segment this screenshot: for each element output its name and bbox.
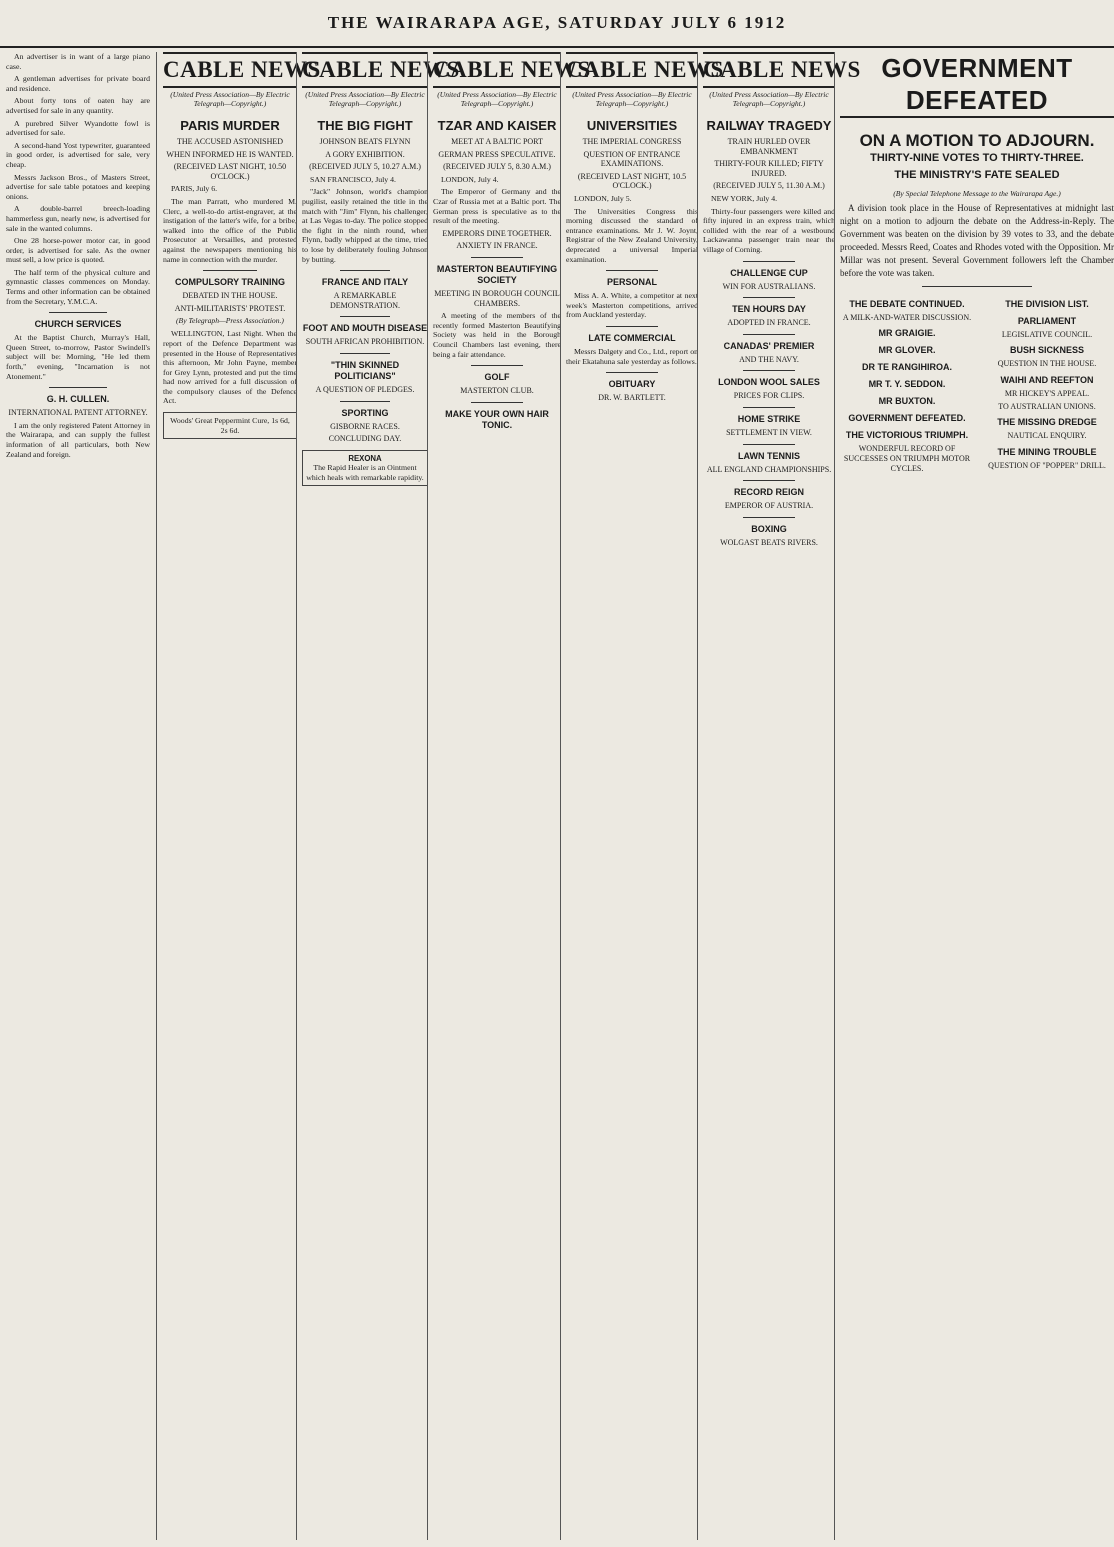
subheading: TRAIN HURLED OVER EMBANKMENT: [727, 137, 811, 156]
headline-canadas-premier: CANADAS' PREMIER: [723, 340, 815, 351]
ad-title: REXONA: [348, 453, 382, 463]
headline-debate-continued: THE DEBATE CONTINUED.: [849, 298, 965, 309]
subheading: ANTI-MILITARISTS' PROTEST.: [174, 303, 286, 313]
headline-wool-sales: LONDON WOOL SALES: [718, 377, 820, 388]
headline-late-commercial: LATE COMMERCIAL: [588, 332, 676, 343]
sub-columns: [840, 293, 1114, 476]
ad-item: A double-barrel breech-loading hammerless gun, nearly new, is advertised for sale in the wanted columns.: [6, 204, 150, 233]
cullen-text: I am the only registered Patent Attorney in the Wairarapa, and can supply the fullest information of all particulars, both New Zealand and foreign.: [6, 420, 150, 459]
divider: [743, 261, 796, 262]
headline-division-list: THE DIVISION LIST.: [1005, 298, 1089, 309]
article-body: A meeting of the members of the recently formed Masterton Beautifying Society was held in the Borough Council Chambers last evening, there being a fair attendance.: [433, 311, 561, 359]
headline-compulsory-training: COMPULSORY TRAINING: [174, 277, 285, 288]
headline-hair-tonic: MAKE YOUR OWN HAIR TONIC.: [445, 408, 549, 430]
headline-universities: UNIVERSITIES: [586, 118, 678, 133]
cable-news-header: CABLE NEWS: [566, 52, 698, 88]
subheading: QUESTION IN THE HOUSE.: [997, 359, 1097, 369]
subheading: TO AUSTRALIAN UNIONS.: [998, 401, 1096, 411]
cullen-heading: G. H. CULLEN.: [46, 394, 110, 405]
received-line: (RECEIVED JULY 5, 8.30 A.M.): [443, 162, 551, 172]
advertisement: [163, 412, 297, 439]
dateline: PARIS, July 6.: [171, 184, 218, 194]
advertisement-rexona: [302, 450, 428, 487]
headline-tzar-kaiser: TZAR AND KAISER: [437, 118, 557, 133]
headline-france-italy: FRANCE AND ITALY: [321, 277, 409, 288]
cable-news-header: CABLE NEWS: [703, 52, 835, 88]
divider: [340, 353, 390, 354]
divider: [743, 407, 796, 408]
divider: [49, 387, 107, 388]
byline: (By Special Telephone Message to the Wairarapa Age.): [893, 188, 1061, 198]
subheadline: THE MINISTRY'S FATE SEALED: [894, 169, 1060, 182]
divider: [743, 444, 796, 445]
headline-waihi-reefton: WAIHI AND REEFTON: [1000, 374, 1094, 385]
subheading: ADOPTED IN FRANCE.: [727, 318, 811, 328]
headline-victorious-triumph: THE VICTORIOUS TRIUMPH.: [845, 430, 969, 441]
masthead-rule: [0, 46, 1114, 48]
press-credit: (United Press Association—By Electric Telegraph—Copyright.): [572, 90, 692, 108]
masthead: THE WAIRARAPA AGE, SATURDAY JULY 6 1912: [327, 13, 787, 32]
received-line: (RECEIVED JULY 5, 10.27 A.M.): [309, 162, 421, 172]
press-credit: (United Press Association—By Electric Telegraph—Copyright.): [170, 90, 290, 108]
headline-personal: PERSONAL: [606, 277, 657, 288]
dateline: NEW YORK, July 4.: [711, 193, 778, 203]
divider: [606, 270, 659, 271]
subheading: WIN FOR AUSTRALIANS.: [722, 281, 816, 291]
subheading: DR. W. BARTLETT.: [598, 393, 666, 403]
headline-home-strike: HOME STRIKE: [737, 413, 801, 424]
subheading: WOLGAST BEATS RIVERS.: [720, 537, 818, 547]
headline-obituary: OBITUARY: [608, 379, 656, 390]
headline-foot-mouth: FOOT AND MOUTH DISEASE: [302, 323, 428, 334]
subheading: THIRTY-FOUR KILLED; FIFTY INJURED.: [714, 159, 824, 178]
divider: [203, 270, 257, 271]
column-tzar-kaiser: [427, 52, 591, 1540]
church-services-heading: CHURCH SERVICES: [34, 319, 122, 330]
press-credit: (United Press Association—By Electric Telegraph—Copyright.): [709, 90, 829, 108]
subheading: SETTLEMENT IN VIEW.: [726, 427, 812, 437]
column-ads: [6, 52, 150, 1540]
headline-missing-dredge: THE MISSING DREDGE: [997, 417, 1097, 428]
dateline: SAN FRANCISCO, July 4.: [310, 174, 397, 184]
divider: [743, 334, 796, 335]
subheading: GERMAN PRESS SPECULATIVE.: [438, 149, 556, 159]
divider: [471, 402, 522, 403]
subheading: CONCLUDING DAY.: [328, 434, 402, 444]
press-credit: (United Press Association—By Electric Telegraph—Copyright.): [437, 90, 557, 108]
headline-ten-hours: TEN HOURS DAY: [732, 304, 806, 315]
article-body: The man Parratt, who murdered M. Clerc, a well-to-do artist-engraver, at the instigation of the latter's wife, for a bribe, walked into the office of the Public Prosecutor at Versailles, and protested against the newspapers mentioning his name in connection with the murder.: [163, 196, 297, 264]
lead-paragraph: A division took place in the House of Representatives at midnight last night on a motion to adjourn the debate on the Address-in-Reply. The Government was beaten on the division by 39 votes to 33, and the debate proceeded. Messrs Reed, Coates and Rhodes voted with the Opposition. Mr Millar was not present. Several Government followers left the Chamber before the vote was taken.: [840, 202, 1114, 278]
subheading: ANXIETY IN FRANCE.: [456, 241, 538, 251]
ad-item: An advertiser is in want of a large piano case.: [6, 52, 150, 71]
dateline: LONDON, July 4.: [441, 174, 499, 184]
article-body: The Emperor of Germany and the Czar of Russia met at a Baltic port. The German press is speculative as to the result of the meeting.: [433, 187, 561, 226]
subheadline: ON A MOTION TO ADJOURN.: [859, 131, 1095, 150]
headline-railway-tragedy: RAILWAY TRAGEDY: [706, 118, 832, 133]
subheading: MR HICKEY'S APPEAL.: [1004, 388, 1090, 398]
ad-item: About forty tons of oaten hay are advertised for sale in any quantity.: [6, 96, 150, 115]
subheadline: THIRTY-NINE VOTES TO THIRTY-THREE.: [870, 151, 1084, 164]
headline-big-fight: THE BIG FIGHT: [317, 118, 413, 133]
article-body: Thirty-four passengers were killed and fifty injured in an express train, which collided with the rear of a westbound Lackawanna passenger train near the village of Corning.: [703, 206, 835, 254]
headline-mr-glover: MR GLOVER.: [878, 345, 936, 356]
ad-text: Woods' Great Peppermint Cure, 1s 6d, 2s 6d.: [170, 416, 290, 435]
ad-item: The half term of the physical culture and gymnastic classes commences on Monday. Terms and other information can be obtained from the Secretary, Y.M.C.A.: [6, 267, 150, 306]
cable-news-header: CABLE NEWS: [433, 52, 561, 88]
article-body: "Jack" Johnson, world's champion pugilist, easily retained the title in the match with "Jim" Flynn, his challenger, at Las Vegas to-day. The police stopped the fight in the ninth round, when Flynn, badly whipped at the time, tried to lose by deliberately fouling Johnson by butting.: [302, 187, 428, 264]
ad-item: A gentleman advertises for private board and residence.: [6, 74, 150, 93]
byline: (By Telegraph—Press Association.): [176, 316, 284, 326]
ad-text: The Rapid Healer is an Ointment which heals with remarkable rapidity.: [306, 463, 424, 482]
subheading: AND THE NAVY.: [739, 354, 799, 364]
sub-column-left: [840, 293, 974, 476]
divider: [743, 297, 796, 298]
divider: [606, 372, 659, 373]
subheading: SOUTH AFRICAN PROHIBITION.: [305, 337, 425, 347]
dateline: LONDON, July 5.: [574, 193, 632, 203]
headline-paris-murder: PARIS MURDER: [180, 118, 280, 133]
subheading: ALL ENGLAND CHAMPIONSHIPS.: [706, 464, 832, 474]
sub-column-right: [980, 293, 1114, 476]
headline-thin-skinned: "THIN SKINNED POLITICIANS": [330, 359, 400, 381]
headline-bush-sickness: BUSH SICKNESS: [1009, 345, 1084, 356]
subheading: A QUESTION OF PLEDGES.: [315, 384, 415, 394]
subheading: LEGISLATIVE COUNCIL.: [1001, 329, 1093, 339]
article-body: WELLINGTON, Last Night. When the report of the Defence Department was presented in the House of Representatives this afternoon, Mr John Payne, member for Grey Lynn, protested and put the time had now arrived for a full discussion of the compulsory clauses of the Defence Act.: [163, 329, 297, 406]
cable-news-header: CABLE NEWS: [163, 52, 297, 88]
subheading: EMPERORS DINE TOGETHER.: [442, 228, 552, 238]
divider: [743, 370, 796, 371]
headline-parliament: PARLIAMENT: [1017, 315, 1077, 326]
received-line: (RECEIVED LAST NIGHT, 10.50 O'CLOCK.): [173, 162, 287, 181]
subheading: A GORY EXHIBITION.: [325, 149, 405, 159]
headline-mr-graigie: MR GRAIGIE.: [878, 328, 936, 339]
divider: [340, 401, 390, 402]
subheading: QUESTION OF "POPPER" DRILL.: [988, 460, 1106, 470]
subheading: THE IMPERIAL CONGRESS: [582, 137, 682, 146]
divider: [743, 517, 796, 518]
headline-record-reign: RECORD REIGN: [733, 487, 804, 498]
article-body: Messrs Dalgety and Co., Ltd., report on their Ekatahuna sale yesterday as follows.: [566, 346, 698, 366]
subheading: MEETING IN BOROUGH COUNCIL CHAMBERS.: [434, 288, 560, 308]
subheading: EMPEROR OF AUSTRIA.: [724, 501, 814, 511]
subheading: MASTERTON CLUB.: [460, 386, 534, 396]
divider: [922, 286, 1032, 287]
subheading: GISBORNE RACES.: [330, 421, 400, 431]
article-body: Miss A. A. White, a competitor at next week's Masterton competitions, arrived from Auckland yesterday.: [566, 291, 698, 320]
ad-item: A second-hand Yost typewriter, guaranteed in good order, is advertised for sale, very cheap.: [6, 140, 150, 169]
divider: [471, 257, 522, 258]
subheading: WONDERFUL RECORD OF SUCCESSES ON TRIUMPH MOTOR CYCLES.: [843, 444, 971, 473]
ad-item: Messrs Jackson Bros., of Masters Street, advertise for sale table potatoes and keeping onions.: [6, 172, 150, 201]
headline-boxing: BOXING: [751, 523, 787, 534]
received-line: (RECEIVED LAST NIGHT, 10.5 O'CLOCK.): [577, 171, 687, 191]
press-credit: (United Press Association—By Electric Telegraph—Copyright.): [305, 90, 425, 108]
subheading: THE ACCUSED ASTONISHED: [176, 137, 284, 146]
ad-item: A purebred Silver Wyandotte fowl is advertised for sale.: [6, 118, 150, 138]
subheading: MEET AT A BALTIC PORT: [451, 137, 543, 146]
article-body: The Universities Congress this morning discussed the standard of entrance examinations. Mr J. W. Joynt, Registrar of the New Zealand University, deprecated a universal Imperial examination.: [566, 206, 698, 264]
headline-lawn-tennis: LAWN TENNIS: [738, 450, 800, 461]
ad-item: One 28 horse-power motor car, in good order, is advertised for sale. As the owner must sell, a low price is quoted.: [6, 236, 150, 265]
subheading: A REMARKABLE DEMONSTRATION.: [330, 291, 400, 310]
headline-government-defeated-small: GOVERNMENT DEFEATED.: [848, 413, 966, 424]
headline-mr-buxton: MR BUXTON.: [878, 396, 936, 407]
subheading: JOHNSON BEATS FLYNN: [319, 137, 411, 146]
headline-golf: GOLF: [484, 372, 510, 383]
subheading: WHEN INFORMED HE IS WANTED.: [166, 149, 294, 159]
subheading: QUESTION OF ENTRANCE EXAMINATIONS.: [583, 149, 681, 169]
headline-sporting: SPORTING: [341, 407, 389, 418]
divider: [743, 480, 796, 481]
divider: [606, 326, 659, 327]
headline-mr-seddon: MR T. Y. SEDDON.: [868, 379, 946, 390]
column-railway-tragedy: [697, 52, 861, 1540]
column-big-fight: [296, 52, 460, 1540]
church-services-text: At the Baptist Church, Murray's Hall, Queen Street, to-morrow, Pastor Swindell's subject will be: Morning, "He led them forth," evening, "Incarnation is not Atonement.": [6, 333, 150, 381]
divider: [471, 365, 522, 366]
column-paris-murder: [156, 52, 321, 1540]
received-line: (RECEIVED JULY 5, 11.30 A.M.): [713, 181, 825, 191]
subheading: NAUTICAL ENQUIRY.: [1007, 431, 1087, 441]
divider: [340, 270, 390, 271]
divider: [49, 312, 107, 313]
divider: [340, 316, 390, 317]
subheading: PRICES FOR CLIPS.: [733, 391, 805, 401]
headline-dr-te-rangihiroa: DR TE RANGIHIROA.: [862, 362, 952, 373]
column-government-defeated: [834, 52, 1114, 1540]
subheading: DEBATED IN THE HOUSE.: [182, 291, 278, 301]
subheading: A MILK-AND-WATER DISCUSSION.: [842, 312, 972, 322]
headline-mining-trouble: THE MINING TROUBLE: [997, 446, 1097, 457]
headline-government-defeated: GOVERNMENT DEFEATED: [840, 52, 1114, 118]
headline-beautifying-society: MASTERTON BEAUTIFYING SOCIETY: [436, 263, 558, 285]
cable-news-header: CABLE NEWS: [302, 52, 428, 88]
cullen-subheading: INTERNATIONAL PATENT ATTORNEY.: [8, 408, 148, 418]
column-universities: [560, 52, 724, 1540]
headline-challenge-cup: CHALLENGE CUP: [730, 267, 808, 278]
